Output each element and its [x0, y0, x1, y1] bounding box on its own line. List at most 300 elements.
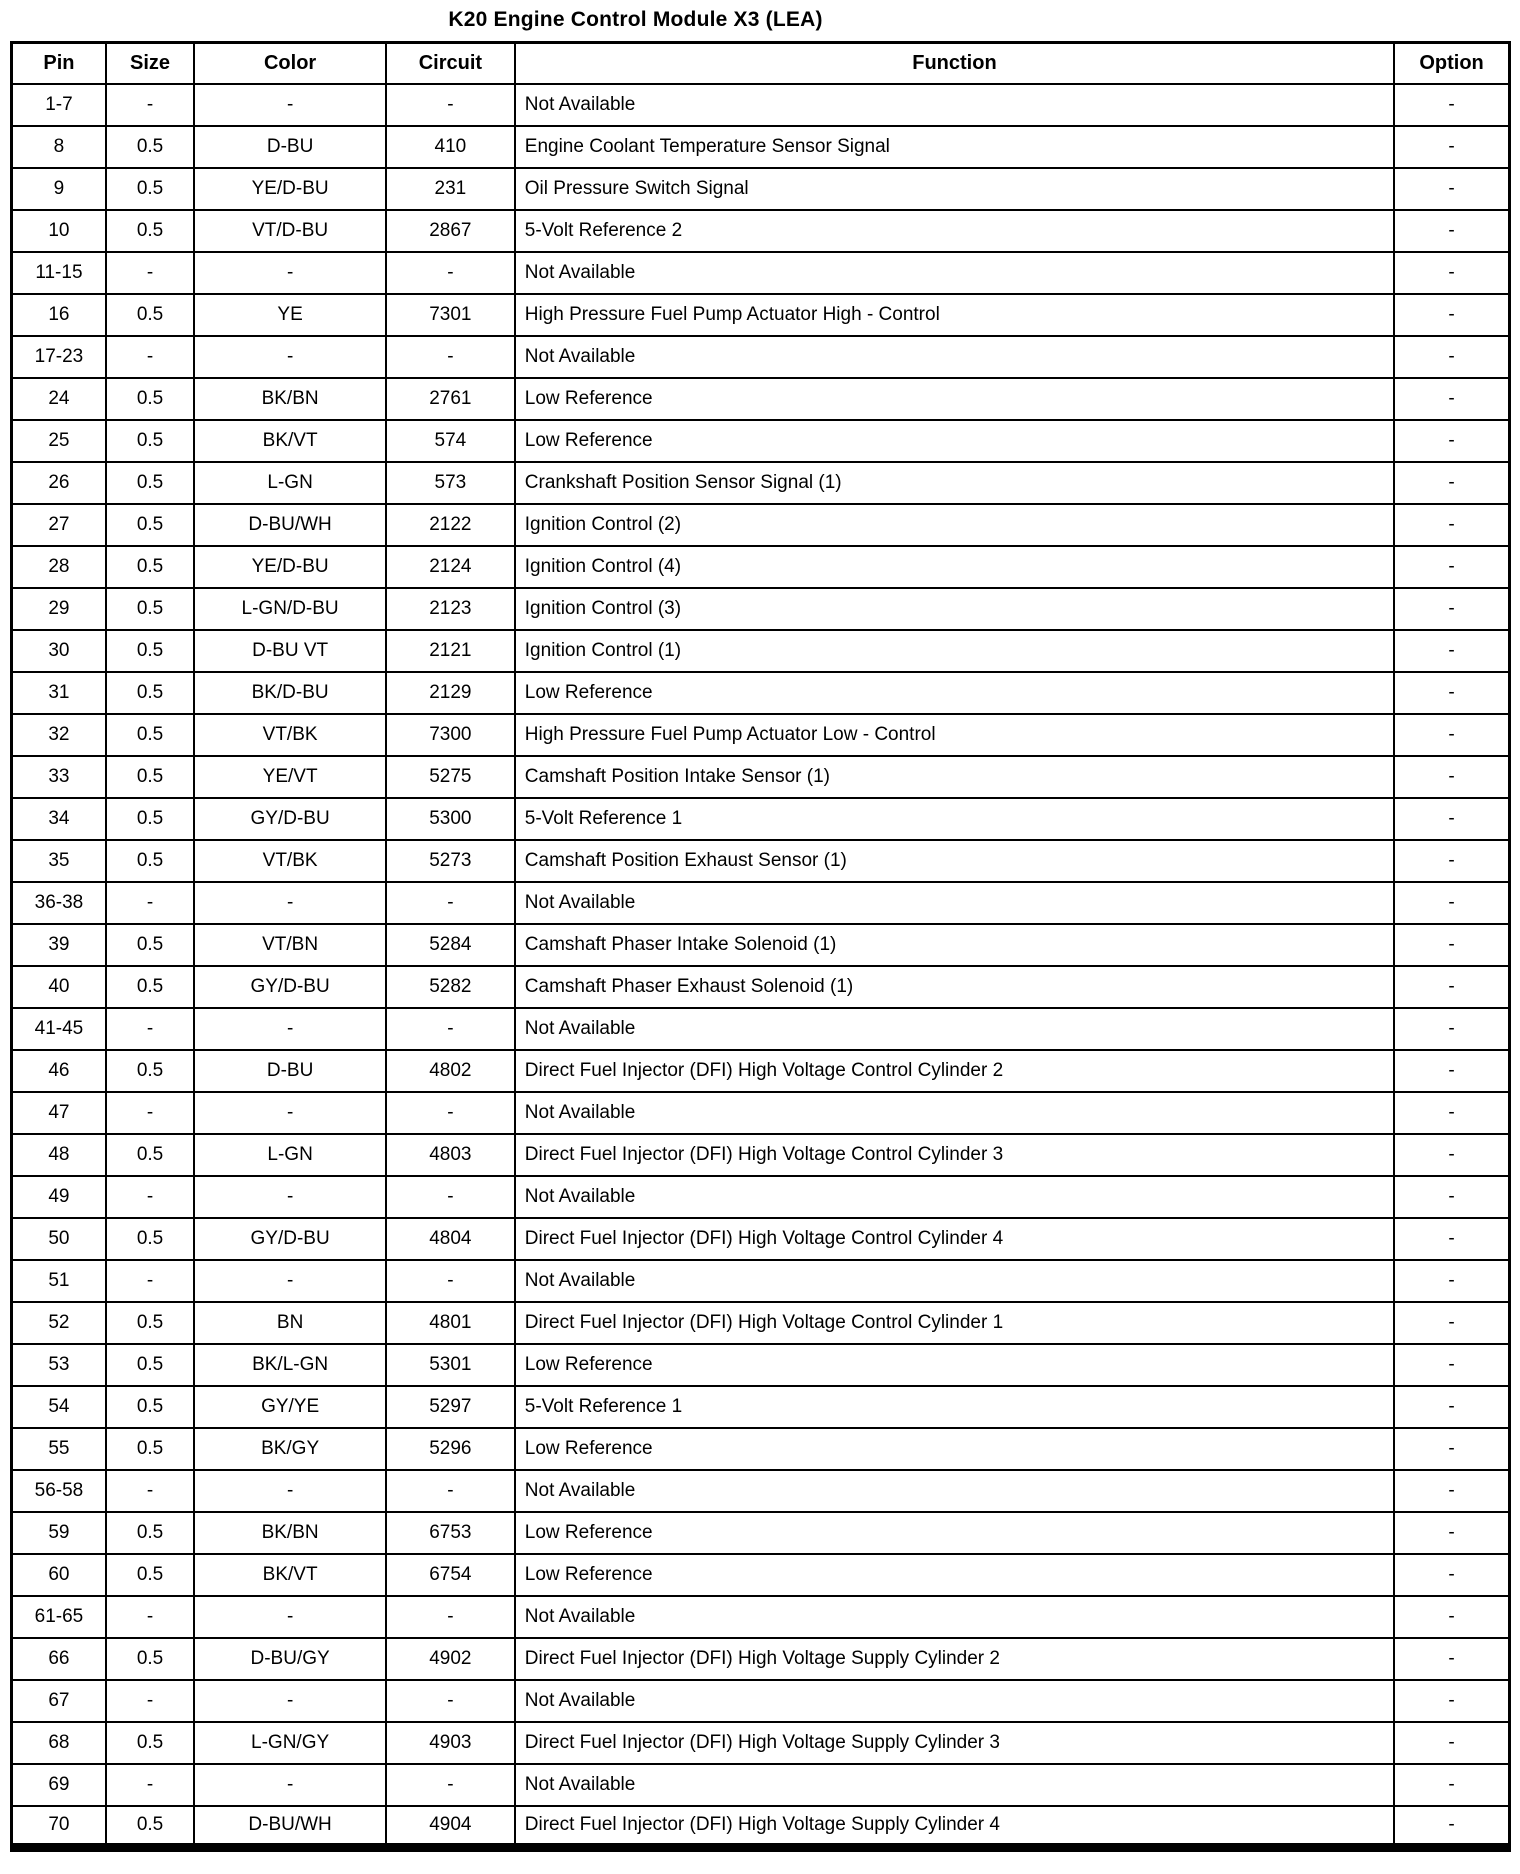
cell-pin: 26: [12, 462, 106, 504]
column-header-function: Function: [515, 43, 1394, 84]
cell-circuit: -: [386, 1470, 515, 1512]
cell-pin: 68: [12, 1722, 106, 1764]
table-row: [12, 210, 1510, 252]
cell-circuit: 5273: [386, 840, 515, 882]
cell-size: 0.5: [106, 1134, 194, 1176]
cell-pin: 35: [12, 840, 106, 882]
cell-function: Not Available: [515, 1260, 1394, 1302]
cell-function: Camshaft Position Intake Sensor (1): [515, 756, 1394, 798]
table-row: [12, 672, 1510, 714]
cell-color: YE/VT: [194, 756, 386, 798]
cell-color: -: [194, 252, 386, 294]
cell-function: Ignition Control (3): [515, 588, 1394, 630]
cell-size: 0.5: [106, 588, 194, 630]
cell-pin: 49: [12, 1176, 106, 1218]
cell-color: L-GN: [194, 462, 386, 504]
table-row: [12, 924, 1510, 966]
cell-size: 0.5: [106, 798, 194, 840]
table-row: [12, 1386, 1510, 1428]
cell-option: -: [1394, 1638, 1509, 1680]
cell-color: -: [194, 1596, 386, 1638]
table-row: [12, 336, 1510, 378]
cell-option: -: [1394, 1260, 1509, 1302]
cell-function: Direct Fuel Injector (DFI) High Voltage Control Cylinder 2: [515, 1050, 1394, 1092]
cell-size: 0.5: [106, 1722, 194, 1764]
cell-size: 0.5: [106, 1302, 194, 1344]
cell-option: -: [1394, 840, 1509, 882]
cell-circuit: 4903: [386, 1722, 515, 1764]
cell-circuit: 574: [386, 420, 515, 462]
cell-function: Low Reference: [515, 1554, 1394, 1596]
cell-circuit: 2121: [386, 630, 515, 672]
cell-color: -: [194, 1764, 386, 1806]
table-row: [12, 798, 1510, 840]
cell-color: D-BU/WH: [194, 504, 386, 546]
cell-function: Low Reference: [515, 1344, 1394, 1386]
cell-color: YE/D-BU: [194, 546, 386, 588]
header-row: [12, 43, 1510, 84]
cell-color: VT/BK: [194, 840, 386, 882]
cell-size: 0.5: [106, 1344, 194, 1386]
cell-option: -: [1394, 1176, 1509, 1218]
cell-circuit: 2867: [386, 210, 515, 252]
cell-function: Not Available: [515, 252, 1394, 294]
table-row: [12, 1008, 1510, 1050]
cell-pin: 30: [12, 630, 106, 672]
cell-circuit: 2124: [386, 546, 515, 588]
cell-color: BK/BN: [194, 378, 386, 420]
cell-pin: 51: [12, 1260, 106, 1302]
cell-pin: 70: [12, 1806, 106, 1848]
cell-pin: 16: [12, 294, 106, 336]
cell-function: Crankshaft Position Sensor Signal (1): [515, 462, 1394, 504]
cell-circuit: 6753: [386, 1512, 515, 1554]
cell-color: GY/D-BU: [194, 798, 386, 840]
cell-function: Low Reference: [515, 420, 1394, 462]
cell-size: -: [106, 84, 194, 126]
cell-pin: 28: [12, 546, 106, 588]
cell-function: Not Available: [515, 336, 1394, 378]
cell-circuit: 4801: [386, 1302, 515, 1344]
cell-color: -: [194, 882, 386, 924]
cell-color: GY/D-BU: [194, 966, 386, 1008]
cell-function: Not Available: [515, 1596, 1394, 1638]
cell-option: -: [1394, 546, 1509, 588]
cell-function: Direct Fuel Injector (DFI) High Voltage Supply Cylinder 2: [515, 1638, 1394, 1680]
cell-size: -: [106, 1680, 194, 1722]
table-row: [12, 1554, 1510, 1596]
cell-circuit: -: [386, 1008, 515, 1050]
cell-option: -: [1394, 1428, 1509, 1470]
cell-circuit: -: [386, 336, 515, 378]
cell-function: Ignition Control (1): [515, 630, 1394, 672]
cell-function: Camshaft Phaser Intake Solenoid (1): [515, 924, 1394, 966]
cell-size: 0.5: [106, 210, 194, 252]
cell-color: BK/VT: [194, 420, 386, 462]
cell-size: -: [106, 336, 194, 378]
cell-circuit: 5282: [386, 966, 515, 1008]
cell-circuit: 5301: [386, 1344, 515, 1386]
cell-pin: 9: [12, 168, 106, 210]
cell-function: Direct Fuel Injector (DFI) High Voltage Control Cylinder 4: [515, 1218, 1394, 1260]
cell-pin: 56-58: [12, 1470, 106, 1512]
cell-function: 5-Volt Reference 1: [515, 798, 1394, 840]
cell-pin: 46: [12, 1050, 106, 1092]
cell-pin: 59: [12, 1512, 106, 1554]
cell-function: Not Available: [515, 882, 1394, 924]
cell-pin: 40: [12, 966, 106, 1008]
cell-pin: 31: [12, 672, 106, 714]
cell-pin: 32: [12, 714, 106, 756]
cell-circuit: 4802: [386, 1050, 515, 1092]
cell-function: Not Available: [515, 1680, 1394, 1722]
cell-size: 0.5: [106, 924, 194, 966]
cell-pin: 60: [12, 1554, 106, 1596]
cell-option: -: [1394, 462, 1509, 504]
cell-option: -: [1394, 1764, 1509, 1806]
cell-color: -: [194, 1680, 386, 1722]
table-row: [12, 1470, 1510, 1512]
cell-pin: 48: [12, 1134, 106, 1176]
cell-color: D-BU VT: [194, 630, 386, 672]
cell-option: -: [1394, 1092, 1509, 1134]
cell-option: -: [1394, 1512, 1509, 1554]
cell-size: 0.5: [106, 294, 194, 336]
cell-pin: 1-7: [12, 84, 106, 126]
cell-circuit: -: [386, 1260, 515, 1302]
cell-color: D-BU: [194, 1050, 386, 1092]
cell-circuit: 5296: [386, 1428, 515, 1470]
cell-color: YE: [194, 294, 386, 336]
cell-pin: 17-23: [12, 336, 106, 378]
table-row: [12, 1302, 1510, 1344]
cell-circuit: 2123: [386, 588, 515, 630]
table-row: [12, 420, 1510, 462]
cell-color: L-GN/D-BU: [194, 588, 386, 630]
column-header-option: Option: [1394, 43, 1509, 84]
cell-pin: 33: [12, 756, 106, 798]
cell-option: -: [1394, 210, 1509, 252]
cell-option: -: [1394, 168, 1509, 210]
cell-function: Low Reference: [515, 1428, 1394, 1470]
cell-option: -: [1394, 882, 1509, 924]
cell-size: 0.5: [106, 966, 194, 1008]
cell-option: -: [1394, 1806, 1509, 1848]
title-container: [0, 5, 1386, 41]
cell-color: BK/D-BU: [194, 672, 386, 714]
cell-option: -: [1394, 630, 1509, 672]
cell-circuit: 410: [386, 126, 515, 168]
cell-pin: 29: [12, 588, 106, 630]
cell-color: GY/D-BU: [194, 1218, 386, 1260]
table-row: [12, 1092, 1510, 1134]
table-row: [12, 462, 1510, 504]
cell-option: -: [1394, 1218, 1509, 1260]
cell-option: -: [1394, 1470, 1509, 1512]
cell-function: High Pressure Fuel Pump Actuator Low - Control: [515, 714, 1394, 756]
table-row: [12, 1176, 1510, 1218]
cell-color: L-GN/GY: [194, 1722, 386, 1764]
cell-option: -: [1394, 1134, 1509, 1176]
cell-function: Ignition Control (4): [515, 546, 1394, 588]
cell-function: Not Available: [515, 1092, 1394, 1134]
table-row: [12, 1680, 1510, 1722]
cell-size: -: [106, 1596, 194, 1638]
cell-pin: 52: [12, 1302, 106, 1344]
cell-color: VT/BK: [194, 714, 386, 756]
cell-color: BK/BN: [194, 1512, 386, 1554]
cell-function: Not Available: [515, 1764, 1394, 1806]
cell-option: -: [1394, 1596, 1509, 1638]
table-row: [12, 1344, 1510, 1386]
cell-option: -: [1394, 966, 1509, 1008]
cell-circuit: 4803: [386, 1134, 515, 1176]
column-header-size: Size: [106, 43, 194, 84]
cell-option: -: [1394, 588, 1509, 630]
cell-function: Low Reference: [515, 378, 1394, 420]
table-row: [12, 1764, 1510, 1806]
cell-color: GY/YE: [194, 1386, 386, 1428]
table-row: [12, 546, 1510, 588]
cell-size: 0.5: [106, 462, 194, 504]
cell-size: -: [106, 1260, 194, 1302]
cell-function: Low Reference: [515, 1512, 1394, 1554]
cell-pin: 54: [12, 1386, 106, 1428]
cell-size: -: [106, 1176, 194, 1218]
cell-size: 0.5: [106, 378, 194, 420]
table-row: [12, 1512, 1510, 1554]
cell-size: 0.5: [106, 420, 194, 462]
cell-size: 0.5: [106, 840, 194, 882]
cell-circuit: 2129: [386, 672, 515, 714]
cell-pin: 47: [12, 1092, 106, 1134]
cell-circuit: -: [386, 84, 515, 126]
cell-size: 0.5: [106, 672, 194, 714]
cell-function: Direct Fuel Injector (DFI) High Voltage Supply Cylinder 3: [515, 1722, 1394, 1764]
cell-color: -: [194, 1008, 386, 1050]
cell-function: 5-Volt Reference 2: [515, 210, 1394, 252]
table-row: [12, 378, 1510, 420]
cell-color: -: [194, 1260, 386, 1302]
cell-size: 0.5: [106, 1512, 194, 1554]
cell-size: -: [106, 1470, 194, 1512]
pinout-table-head: [12, 43, 1510, 84]
cell-function: Not Available: [515, 1008, 1394, 1050]
cell-pin: 8: [12, 126, 106, 168]
cell-pin: 69: [12, 1764, 106, 1806]
cell-circuit: -: [386, 1176, 515, 1218]
table-row: [12, 252, 1510, 294]
cell-circuit: -: [386, 252, 515, 294]
cell-circuit: 573: [386, 462, 515, 504]
table-row: [12, 1260, 1510, 1302]
cell-pin: 27: [12, 504, 106, 546]
cell-color: BN: [194, 1302, 386, 1344]
cell-size: 0.5: [106, 1386, 194, 1428]
cell-circuit: -: [386, 1764, 515, 1806]
cell-size: 0.5: [106, 504, 194, 546]
cell-option: -: [1394, 1386, 1509, 1428]
cell-pin: 61-65: [12, 1596, 106, 1638]
cell-option: -: [1394, 1344, 1509, 1386]
table-row: [12, 1596, 1510, 1638]
cell-color: VT/BN: [194, 924, 386, 966]
cell-color: BK/VT: [194, 1554, 386, 1596]
cell-function: 5-Volt Reference 1: [515, 1386, 1394, 1428]
cell-function: Camshaft Position Exhaust Sensor (1): [515, 840, 1394, 882]
cell-size: 0.5: [106, 630, 194, 672]
cell-option: -: [1394, 294, 1509, 336]
table-row: [12, 1428, 1510, 1470]
cell-size: -: [106, 1008, 194, 1050]
cell-option: -: [1394, 1008, 1509, 1050]
cell-function: Not Available: [515, 1470, 1394, 1512]
cell-circuit: 231: [386, 168, 515, 210]
table-row: [12, 840, 1510, 882]
table-row: [12, 1134, 1510, 1176]
table-row: [12, 714, 1510, 756]
cell-option: -: [1394, 1722, 1509, 1764]
pinout-table: [10, 41, 1511, 1852]
cell-function: Ignition Control (2): [515, 504, 1394, 546]
table-row: [12, 630, 1510, 672]
cell-color: -: [194, 1176, 386, 1218]
table-row: [12, 1218, 1510, 1260]
table-row: [12, 504, 1510, 546]
cell-size: -: [106, 1764, 194, 1806]
cell-pin: 53: [12, 1344, 106, 1386]
cell-color: YE/D-BU: [194, 168, 386, 210]
cell-circuit: 2761: [386, 378, 515, 420]
cell-pin: 39: [12, 924, 106, 966]
cell-circuit: 4902: [386, 1638, 515, 1680]
cell-option: -: [1394, 420, 1509, 462]
cell-circuit: 4904: [386, 1806, 515, 1848]
cell-pin: 66: [12, 1638, 106, 1680]
cell-color: -: [194, 336, 386, 378]
cell-option: -: [1394, 336, 1509, 378]
cell-color: VT/D-BU: [194, 210, 386, 252]
cell-function: Direct Fuel Injector (DFI) High Voltage Control Cylinder 1: [515, 1302, 1394, 1344]
cell-function: Low Reference: [515, 672, 1394, 714]
cell-color: D-BU/GY: [194, 1638, 386, 1680]
cell-option: -: [1394, 924, 1509, 966]
cell-pin: 67: [12, 1680, 106, 1722]
cell-color: L-GN: [194, 1134, 386, 1176]
cell-function: Not Available: [515, 1176, 1394, 1218]
cell-function: Camshaft Phaser Exhaust Solenoid (1): [515, 966, 1394, 1008]
table-row: [12, 168, 1510, 210]
cell-circuit: -: [386, 1092, 515, 1134]
cell-circuit: 7301: [386, 294, 515, 336]
cell-function: High Pressure Fuel Pump Actuator High - Control: [515, 294, 1394, 336]
cell-circuit: -: [386, 882, 515, 924]
cell-option: -: [1394, 1680, 1509, 1722]
cell-size: 0.5: [106, 1806, 194, 1848]
cell-circuit: 2122: [386, 504, 515, 546]
cell-pin: 36-38: [12, 882, 106, 924]
cell-circuit: 7300: [386, 714, 515, 756]
cell-pin: 50: [12, 1218, 106, 1260]
cell-option: -: [1394, 798, 1509, 840]
cell-size: -: [106, 1092, 194, 1134]
table-row: [12, 84, 1510, 126]
cell-color: -: [194, 84, 386, 126]
cell-size: -: [106, 252, 194, 294]
cell-option: -: [1394, 504, 1509, 546]
cell-option: -: [1394, 756, 1509, 798]
cell-circuit: -: [386, 1680, 515, 1722]
pinout-table-body: [12, 84, 1510, 1848]
cell-size: -: [106, 882, 194, 924]
cell-circuit: -: [386, 1596, 515, 1638]
cell-size: 0.5: [106, 1638, 194, 1680]
column-header-circuit: Circuit: [386, 43, 515, 84]
cell-circuit: 5300: [386, 798, 515, 840]
cell-size: 0.5: [106, 126, 194, 168]
table-row: [12, 126, 1510, 168]
cell-circuit: 6754: [386, 1554, 515, 1596]
cell-option: -: [1394, 714, 1509, 756]
table-row: [12, 1638, 1510, 1680]
cell-pin: 55: [12, 1428, 106, 1470]
table-row: [12, 1806, 1510, 1848]
cell-pin: 24: [12, 378, 106, 420]
table-row: [12, 882, 1510, 924]
table-row: [12, 756, 1510, 798]
cell-color: D-BU/WH: [194, 1806, 386, 1848]
cell-option: -: [1394, 84, 1509, 126]
cell-circuit: 5284: [386, 924, 515, 966]
cell-size: 0.5: [106, 714, 194, 756]
cell-size: 0.5: [106, 1218, 194, 1260]
cell-size: 0.5: [106, 1428, 194, 1470]
cell-pin: 25: [12, 420, 106, 462]
cell-circuit: 5297: [386, 1386, 515, 1428]
cell-size: 0.5: [106, 546, 194, 588]
cell-color: -: [194, 1470, 386, 1512]
cell-option: -: [1394, 1554, 1509, 1596]
cell-pin: 10: [12, 210, 106, 252]
table-row: [12, 1050, 1510, 1092]
cell-color: BK/GY: [194, 1428, 386, 1470]
cell-size: 0.5: [106, 168, 194, 210]
cell-size: 0.5: [106, 756, 194, 798]
cell-color: BK/L-GN: [194, 1344, 386, 1386]
cell-function: Not Available: [515, 84, 1394, 126]
cell-function: Oil Pressure Switch Signal: [515, 168, 1394, 210]
cell-pin: 34: [12, 798, 106, 840]
cell-color: D-BU: [194, 126, 386, 168]
cell-option: -: [1394, 126, 1509, 168]
cell-option: -: [1394, 672, 1509, 714]
column-header-color: Color: [194, 43, 386, 84]
cell-size: 0.5: [106, 1050, 194, 1092]
cell-option: -: [1394, 252, 1509, 294]
cell-option: -: [1394, 378, 1509, 420]
cell-option: -: [1394, 1302, 1509, 1344]
page-title: K20 Engine Control Module X3 (LEA): [448, 8, 823, 31]
cell-function: Engine Coolant Temperature Sensor Signal: [515, 126, 1394, 168]
cell-circuit: 4804: [386, 1218, 515, 1260]
table-row: [12, 588, 1510, 630]
column-header-pin: Pin: [12, 43, 106, 84]
cell-circuit: 5275: [386, 756, 515, 798]
cell-function: Direct Fuel Injector (DFI) High Voltage Supply Cylinder 4: [515, 1806, 1394, 1848]
cell-function: Direct Fuel Injector (DFI) High Voltage Control Cylinder 3: [515, 1134, 1394, 1176]
cell-pin: 11-15: [12, 252, 106, 294]
cell-option: -: [1394, 1050, 1509, 1092]
